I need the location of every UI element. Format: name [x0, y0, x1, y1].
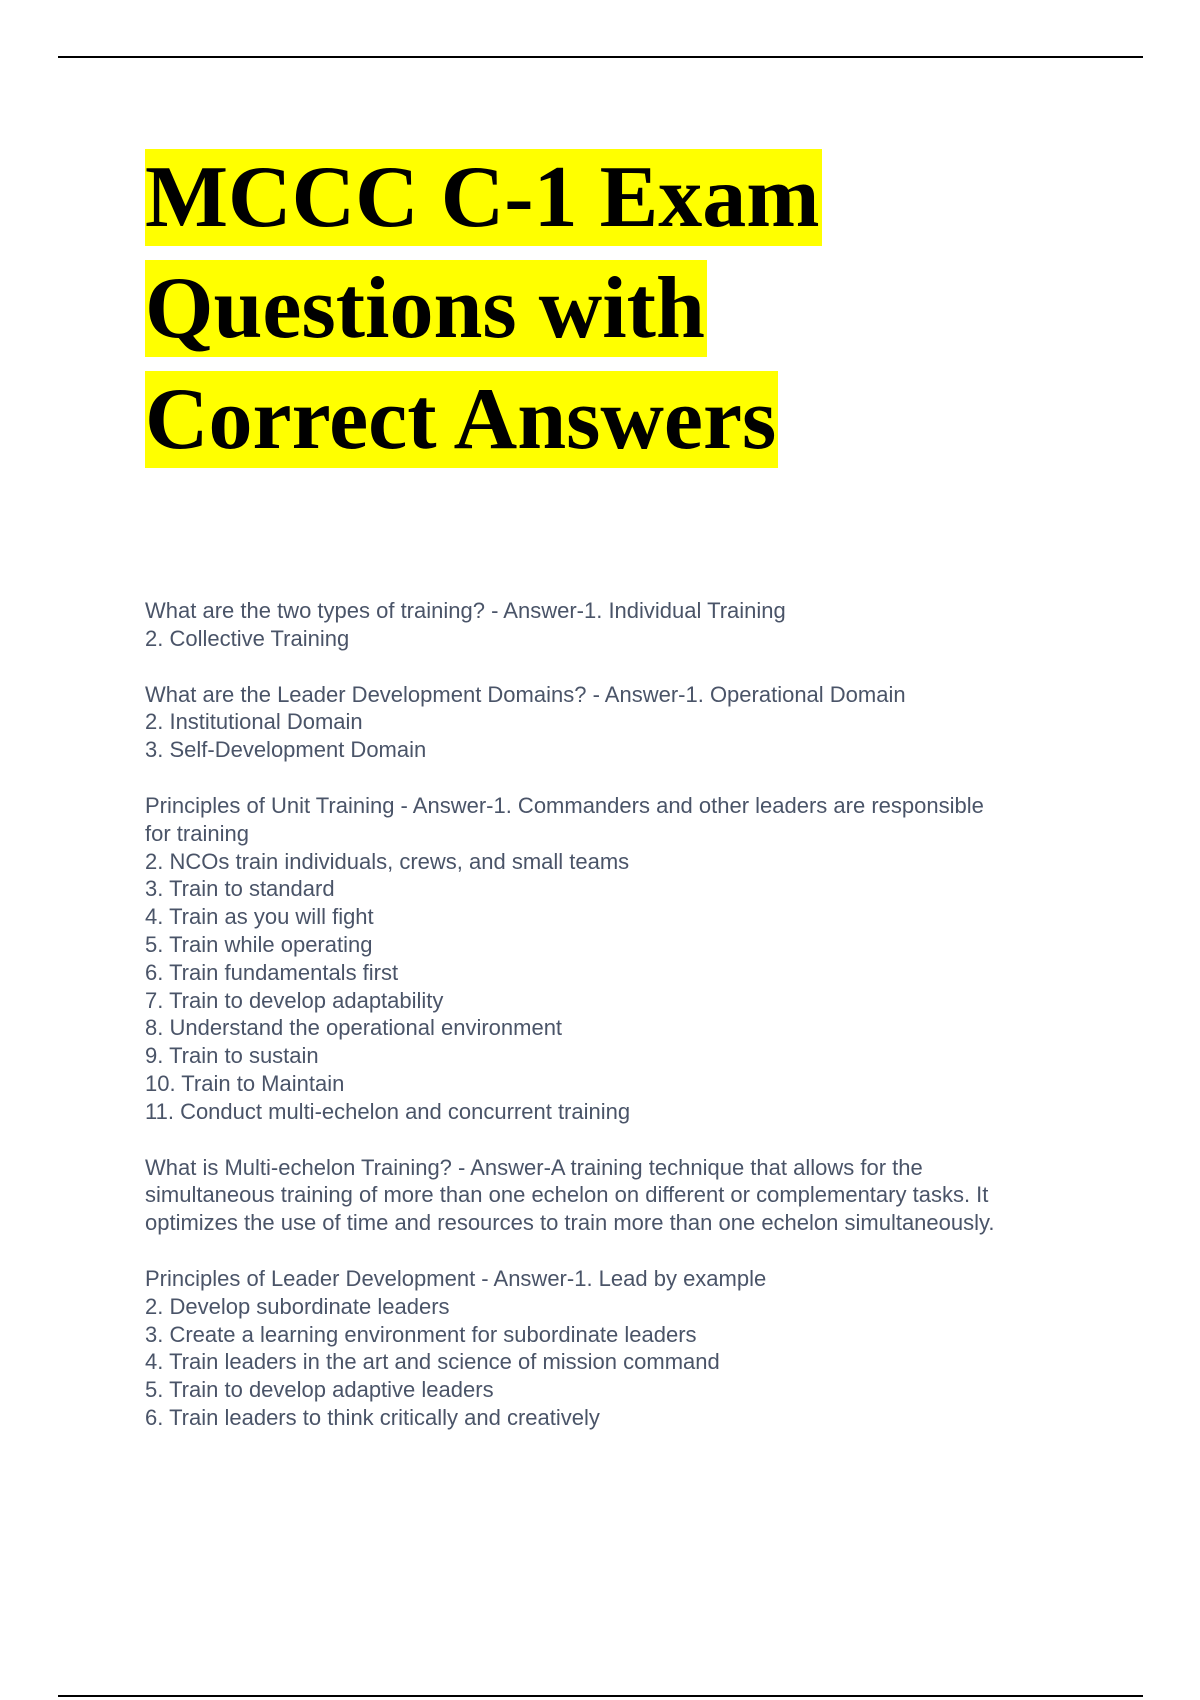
qa-item-multi-echelon	[145, 1154, 1095, 1237]
qa-item-unit-training	[145, 792, 1095, 1126]
qa-line: Principles of Unit Training - Answer-1. Commanders and other leaders are responsible	[145, 792, 984, 818]
title-line-1: MCCC C-1 Exam	[145, 149, 820, 246]
qa-line: What are the Leader Development Domains? - Answer-1. Operational Domain	[145, 681, 906, 707]
qa-line: 8. Understand the operational environment	[145, 1015, 563, 1041]
bottom-rule	[58, 1695, 1143, 1697]
qa-line: 3. Train to standard	[145, 876, 335, 902]
qa-line: 2. Develop subordinate leaders	[145, 1293, 450, 1319]
qa-line: Principles of Leader Development - Answer-1. Lead by example	[145, 1265, 767, 1291]
top-rule	[58, 56, 1143, 58]
qa-line: 5. Train while operating	[145, 931, 373, 957]
qa-line: 5. Train to develop adaptive leaders	[145, 1377, 494, 1403]
qa-line: 6. Train fundamentals first	[145, 959, 399, 985]
qa-line: 4. Train leaders in the art and science of mission command	[145, 1349, 720, 1375]
qa-line: 10. Train to Maintain	[145, 1070, 345, 1096]
qa-line: 11. Conduct multi-echelon and concurrent training	[145, 1098, 631, 1124]
qa-line: 6. Train leaders to think critically and creatively	[145, 1404, 600, 1430]
qa-line: 7. Train to develop adaptability	[145, 987, 444, 1013]
qa-line: 3. Create a learning environment for subordinate leaders	[145, 1321, 697, 1347]
qa-line: 4. Train as you will fight	[145, 904, 374, 930]
qa-line: What is Multi-echelon Training? - Answer-A training technique that allows for the	[145, 1154, 923, 1180]
qa-item-leader-domains	[145, 681, 1095, 764]
title-line-3: Correct Answers	[145, 371, 777, 468]
qa-line: 2. Collective Training	[145, 625, 350, 651]
qa-item-leader-development	[145, 1265, 1095, 1432]
qa-content	[145, 597, 1095, 1460]
qa-item-training-types	[145, 597, 1095, 653]
qa-line: optimizes the use of time and resources to train more than one echelon simultaneously.	[145, 1210, 995, 1236]
qa-line: 2. Institutional Domain	[145, 709, 363, 735]
document-title	[145, 142, 1045, 475]
qa-line: for training	[145, 820, 249, 846]
qa-line: 9. Train to sustain	[145, 1043, 319, 1069]
title-line-2: Questions with	[145, 260, 705, 357]
qa-line: What are the two types of training? - Answer-1. Individual Training	[145, 598, 786, 623]
qa-line: 3. Self-Development Domain	[145, 737, 427, 763]
qa-line: 2. NCOs train individuals, crews, and small teams	[145, 848, 630, 874]
qa-line: simultaneous training of more than one echelon on different or complementary tasks. It	[145, 1182, 989, 1208]
